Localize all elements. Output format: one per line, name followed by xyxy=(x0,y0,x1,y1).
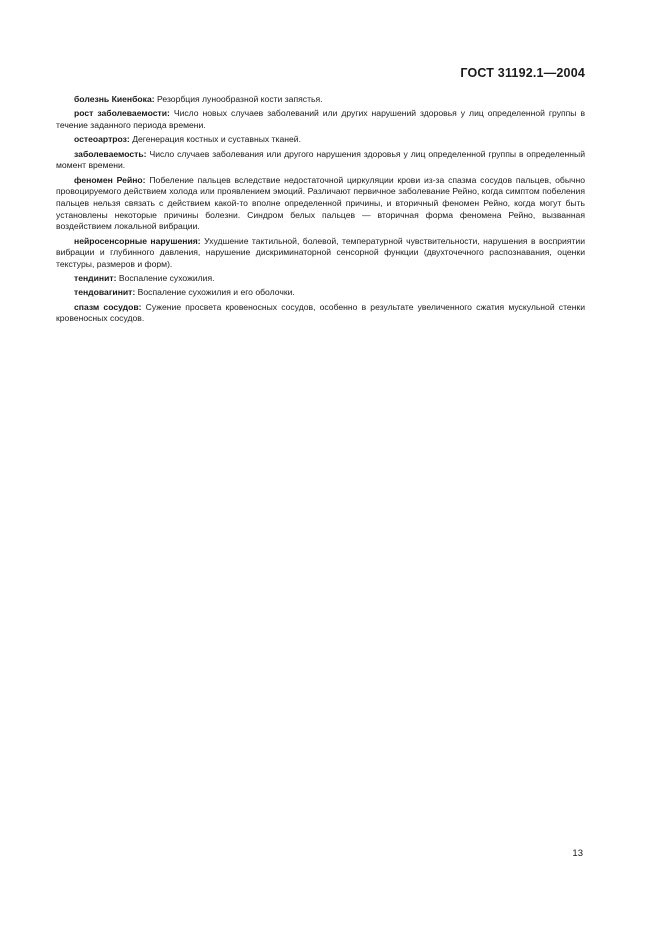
glossary-entry-tendinitis xyxy=(56,273,585,285)
glossary-definition: Число случаев заболевания или другого нарушения здоровья у лиц определенной группы в определенный момент времени. xyxy=(56,148,585,171)
glossary-term: феномен Рейно: xyxy=(74,174,146,185)
document-header-standard-code: ГОСТ 31192.1—2004 xyxy=(460,66,585,80)
glossary-entry-raynaud-phenomenon xyxy=(56,175,585,233)
glossary-entry-kienbock-disease xyxy=(56,94,585,106)
glossary-term: тендовагинит: xyxy=(74,287,136,298)
glossary-entry-tenosynovitis xyxy=(56,287,585,299)
glossary-entry-incidence-growth xyxy=(56,108,585,131)
glossary-definition: Побеление пальцев вследствие недостаточной циркуляции крови из-за спазма сосудов пальцев, обычно провоцируемого действием холода или проявлением эмоций. Различают первичное заболевание Рейно, когда симптом побеления пальцев нельзя связать с действием какой-то вполне определенной причины, и вторичный феномен Рейно, когда могут быть установлены некоторые причины болезни. Синдром белых пальцев — вторичная форма феномена Рейно, вызванная воздействием локальной вибрации. xyxy=(56,174,586,232)
glossary-definition: Воспаление сухожилия и его оболочки. xyxy=(137,287,295,298)
glossary-term: болезнь Киенбока: xyxy=(74,94,155,104)
page-number: 13 xyxy=(572,848,583,859)
glossary-term: тендинит: xyxy=(74,273,117,284)
glossary-term: спазм сосудов: xyxy=(74,301,142,312)
glossary-definition: Ухудшение тактильной, болевой, температурной чувствительности, нарушения в восприятии вибрации и глубинного давления, нарушение дискриминаторной сенсорной функции (двухточечного распознавания, оценки текстуры, размеров и форм). xyxy=(56,235,586,269)
glossary-definition: Резорбция лунообразной кости запястья. xyxy=(157,94,323,104)
glossary-term: нейросенсорные нарушения: xyxy=(74,235,201,246)
glossary-entry-vasospasm xyxy=(56,302,585,325)
glossary-section xyxy=(56,94,585,328)
glossary-term: заболеваемость: xyxy=(74,148,147,159)
glossary-term: рост заболеваемости: xyxy=(74,108,170,119)
glossary-definition: Число новых случаев заболеваний или других нарушений здоровья у лиц определенной группы в течение заданного периода времени. xyxy=(56,108,586,130)
glossary-definition: Дегенерация костных и суставных тканей. xyxy=(132,134,301,145)
glossary-entry-morbidity xyxy=(56,149,585,172)
glossary-term: остеоартроз: xyxy=(74,134,130,145)
glossary-definition: Сужение просвета кровеносных сосудов, особенно в результате увеличенного сжатия мускульной стенки кровеносных сосудов. xyxy=(56,301,585,324)
glossary-entry-osteoarthrosis xyxy=(56,134,585,146)
glossary-entry-neurosensory-disorders xyxy=(56,236,585,271)
glossary-definition: Воспаление сухожилия. xyxy=(118,273,215,284)
